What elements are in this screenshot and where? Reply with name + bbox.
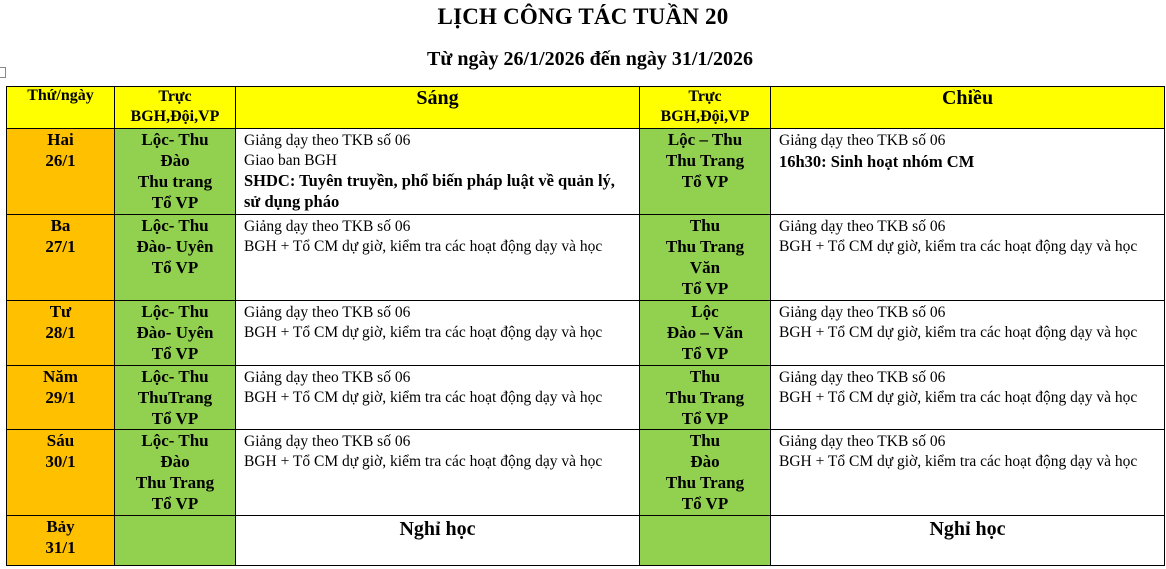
day-line: Tư bbox=[49, 302, 72, 321]
day-cell bbox=[7, 366, 115, 430]
duty-name: Tổ VP bbox=[151, 193, 199, 212]
activity-line: Giảng dạy theo TKB số 06 bbox=[779, 369, 946, 386]
header-duty-line: Trực bbox=[158, 88, 192, 105]
duty-name: Thu Trang bbox=[665, 473, 745, 492]
day-cell bbox=[7, 129, 115, 215]
afternoon-off-cell: Nghỉ học bbox=[771, 516, 1165, 566]
duty-name: Thu Trang bbox=[665, 151, 745, 170]
duty-morning-cell bbox=[115, 516, 236, 566]
duty-name: Đào bbox=[160, 452, 190, 471]
schedule-rows bbox=[7, 129, 1165, 566]
duty-morning-cell bbox=[115, 215, 236, 301]
schedule-row bbox=[7, 301, 1165, 366]
header-duty-line: BGH,Đội,VP bbox=[130, 108, 220, 125]
activity-line: BGH + Tổ CM dự giờ, kiểm tra các hoạt động dạy và học bbox=[779, 323, 1138, 341]
duty-afternoon-cell bbox=[640, 430, 771, 516]
duty-name: ThuTrang bbox=[137, 388, 213, 407]
day-cell bbox=[7, 301, 115, 366]
afternoon-activities-cell bbox=[771, 129, 1165, 215]
duty-morning-cell bbox=[115, 430, 236, 516]
duty-name: Tổ VP bbox=[151, 494, 199, 513]
duty-name: Đào- Uyên bbox=[136, 323, 214, 342]
afternoon-activities-cell bbox=[771, 301, 1165, 366]
duty-name: Tổ VP bbox=[681, 494, 729, 513]
duty-name: Đào – Văn bbox=[666, 323, 744, 342]
duty-name: Thu bbox=[689, 367, 721, 386]
activity-line: Giảng dạy theo TKB số 06 bbox=[779, 433, 946, 450]
activity-line: Giảng dạy theo TKB số 06 bbox=[244, 433, 411, 450]
morning-activities-cell bbox=[236, 430, 640, 516]
day-line: 30/1 bbox=[45, 452, 76, 471]
day-line: Năm bbox=[43, 367, 78, 386]
activity-line: Giảng dạy theo TKB số 06 bbox=[244, 218, 411, 235]
activity-line: BGH + Tổ CM dự giờ, kiểm tra các hoạt động dạy và học bbox=[779, 237, 1138, 255]
activity-line: Giao ban BGH bbox=[244, 151, 337, 169]
activity-line: Giảng dạy theo TKB số 06 bbox=[244, 132, 411, 149]
schedule-row bbox=[7, 215, 1165, 301]
duty-morning-cell bbox=[115, 366, 236, 430]
duty-name: Thu Trang bbox=[665, 237, 745, 256]
duty-name: Tổ VP bbox=[681, 344, 729, 363]
duty-name: Lộc- Thu bbox=[141, 130, 209, 149]
day-line: 29/1 bbox=[45, 388, 76, 407]
duty-name: Đào- Uyên bbox=[136, 237, 214, 256]
day-cell bbox=[7, 516, 115, 566]
duty-name: Thu Trang bbox=[665, 388, 745, 407]
schedule-row bbox=[7, 516, 1165, 566]
activity-line: Giảng dạy theo TKB số 06 bbox=[244, 369, 411, 386]
activity-line: SHDC: Tuyên truyền, phổ biến pháp luật về quản lý, sử dụng pháo bbox=[244, 171, 615, 211]
duty-morning-cell bbox=[115, 129, 236, 215]
afternoon-activities-cell bbox=[771, 215, 1165, 301]
date-range-subtitle: Từ ngày 26/1/2026 đến ngày 31/1/2026 bbox=[427, 48, 753, 70]
duty-name: Thu trang bbox=[137, 172, 213, 191]
day-line: 31/1 bbox=[45, 538, 76, 557]
afternoon-activities-cell bbox=[771, 430, 1165, 516]
duty-name: Tổ VP bbox=[151, 344, 199, 363]
day-line: 28/1 bbox=[45, 323, 76, 342]
header-afternoon bbox=[771, 87, 1165, 129]
day-line: Ba bbox=[50, 216, 71, 235]
duty-name: Lộc bbox=[691, 302, 719, 321]
duty-name: Lộc- Thu bbox=[141, 216, 209, 235]
activity-line: BGH + Tổ CM dự giờ, kiểm tra các hoạt động dạy và học bbox=[244, 237, 603, 255]
header-morning-label: Sáng bbox=[416, 87, 459, 109]
duty-name: Đào bbox=[690, 452, 720, 471]
header-duty-afternoon bbox=[640, 87, 771, 129]
day-line: 26/1 bbox=[45, 151, 76, 170]
day-line: Hai bbox=[47, 130, 74, 149]
duty-name: Đào bbox=[160, 151, 190, 170]
activity-line: Giảng dạy theo TKB số 06 bbox=[244, 304, 411, 321]
duty-name: Tổ VP bbox=[151, 409, 199, 428]
activity-line: BGH + Tổ CM dự giờ, kiểm tra các hoạt động dạy và học bbox=[244, 388, 603, 406]
header-day bbox=[7, 87, 115, 129]
duty-afternoon-cell bbox=[640, 215, 771, 301]
schedule-row bbox=[7, 430, 1165, 516]
duty-name: Tổ VP bbox=[681, 172, 729, 191]
duty-morning-cell bbox=[115, 301, 236, 366]
header-duty-line: Trực bbox=[688, 88, 722, 105]
duty-afternoon-cell bbox=[640, 516, 771, 566]
table-move-handle[interactable] bbox=[0, 67, 6, 78]
morning-activities-cell bbox=[236, 301, 640, 366]
header-morning bbox=[236, 87, 640, 129]
afternoon-activities-cell bbox=[771, 366, 1165, 430]
duty-afternoon-cell bbox=[640, 129, 771, 215]
schedule-row bbox=[7, 129, 1165, 215]
activity-line: Giảng dạy theo TKB số 06 bbox=[779, 132, 946, 149]
morning-off-cell: Nghỉ học bbox=[236, 516, 640, 566]
morning-activities-cell bbox=[236, 366, 640, 430]
duty-name: Thu bbox=[689, 216, 721, 235]
duty-name: Thu bbox=[689, 431, 721, 450]
header-afternoon-label: Chiều bbox=[941, 87, 994, 109]
activity-line: BGH + Tổ CM dự giờ, kiểm tra các hoạt động dạy và học bbox=[779, 388, 1138, 406]
duty-name: Lộc – Thu bbox=[667, 130, 743, 149]
activity-line: Giảng dạy theo TKB số 06 bbox=[779, 218, 946, 235]
activity-line: Giảng dạy theo TKB số 06 bbox=[779, 304, 946, 321]
header-day-label: Thứ/ngày bbox=[27, 87, 94, 104]
day-cell bbox=[7, 430, 115, 516]
duty-name: Tổ VP bbox=[681, 409, 729, 428]
duty-name: Lộc- Thu bbox=[141, 367, 209, 386]
duty-name: Tổ VP bbox=[681, 279, 729, 298]
day-line: Sáu bbox=[46, 431, 75, 450]
header-duty-line: BGH,Đội,VP bbox=[660, 108, 750, 125]
header-row bbox=[7, 87, 1165, 129]
duty-name: Tổ VP bbox=[151, 258, 199, 277]
activity-line: BGH + Tổ CM dự giờ, kiểm tra các hoạt động dạy và học bbox=[244, 323, 603, 341]
duty-afternoon-cell bbox=[640, 366, 771, 430]
activity-line: 16h30: Sinh hoạt nhóm CM bbox=[779, 151, 975, 171]
duty-name: Lộc- Thu bbox=[141, 302, 209, 321]
morning-activities-cell bbox=[236, 215, 640, 301]
activity-line: BGH + Tổ CM dự giờ, kiểm tra các hoạt động dạy và học bbox=[779, 452, 1138, 470]
duty-name: Văn bbox=[689, 258, 721, 277]
weekly-schedule-table bbox=[6, 86, 1165, 566]
schedule-row bbox=[7, 366, 1165, 430]
duty-name: Thu Trang bbox=[135, 473, 215, 492]
activity-line: BGH + Tổ CM dự giờ, kiểm tra các hoạt động dạy và học bbox=[244, 452, 603, 470]
document-title: LỊCH CÔNG TÁC TUẦN 20 bbox=[437, 4, 729, 29]
day-cell bbox=[7, 215, 115, 301]
day-line: Bảy bbox=[46, 517, 75, 536]
duty-afternoon-cell bbox=[640, 301, 771, 366]
duty-name: Lộc- Thu bbox=[141, 431, 209, 450]
morning-activities-cell bbox=[236, 129, 640, 215]
header-duty-morning bbox=[115, 87, 236, 129]
day-line: 27/1 bbox=[45, 237, 76, 256]
